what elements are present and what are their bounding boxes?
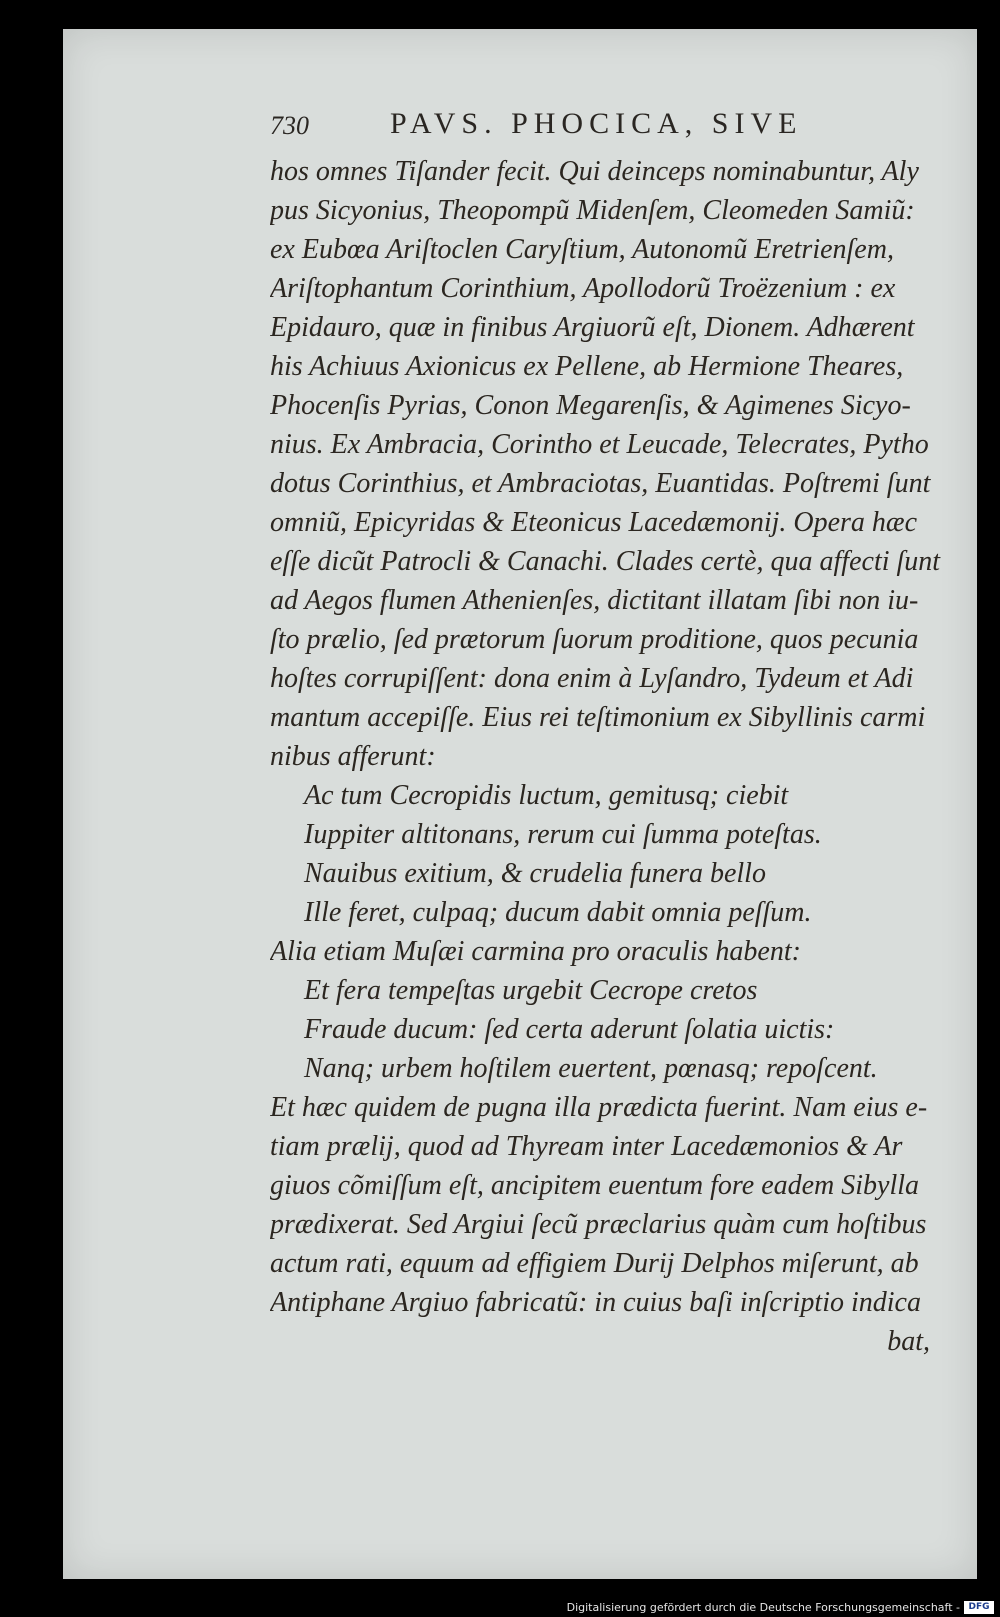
main-text	[270, 152, 960, 1361]
text-line: Alia etiam Muſæi carmina pro oraculis habent:	[270, 936, 801, 967]
text-line: Et hæc quidem de pugna illa prædicta fuerint. Nam eius e-	[270, 1092, 928, 1123]
verse-line: Nanq; urbem hoſtilem euertent, pœnasq; repoſcent.	[304, 1053, 878, 1084]
text-line: prædixerat. Sed Argiui ſecũ præclarius quàm cum hoſtibus	[270, 1209, 927, 1240]
verse-line: Nauibus exitium, & crudelia funera bello	[304, 858, 766, 889]
text-line: pus Sicyonius, Theopompũ Midenſem, Cleomeden Samiũ:	[270, 195, 915, 226]
text-line: mantum accepiſſe. Eius rei teſtimonium ex Sibyllinis carmi	[270, 702, 926, 733]
text-line: ſto prælio, ſed prætorum ſuorum proditione, quos pecunia	[270, 624, 919, 655]
text-line: nibus afferunt:	[270, 741, 436, 772]
footer-credit: Digitalisierung gefördert durch die Deutsche Forschungsgemeinschaft -	[566, 1601, 960, 1614]
text-line: actum rati, equum ad effigiem Durij Delphos miſerunt, ab	[270, 1248, 919, 1279]
text-line: Antiphane Argiuo fabricatũ: in cuius baſi inſcriptio indica	[270, 1287, 921, 1318]
verse-line: Et fera tempeſtas urgebit Cecrope cretos	[304, 975, 758, 1006]
page-header	[270, 107, 890, 149]
verse-line: Iuppiter altitonans, rerum cui ſumma poteſtas.	[304, 819, 822, 850]
text-line: hos omnes Tiſander fecit. Qui deinceps nominabuntur, Aly	[270, 156, 919, 187]
text-line: giuos cõmiſſum eſt, ancipitem euentum fore eadem Sibylla	[270, 1170, 920, 1201]
text-line: omniũ, Epicyridas & Eteonicus Lacedæmonij. Opera hæc	[270, 507, 918, 538]
text-line: ex Eubœa Ariſtoclen Caryſtium, Autonomũ Eretrienſem,	[270, 234, 894, 265]
catchword: bat,	[887, 1326, 930, 1357]
text-line: nius. Ex Ambracia, Corintho et Leucade, Telecrates, Pytho	[270, 429, 929, 460]
verse-line: Ac tum Cecropidis luctum, gemitusq; ciebit	[304, 780, 789, 811]
verse-line: Ille feret, culpaq; ducum dabit omnia peſſum.	[304, 897, 812, 928]
dfg-logo-icon: DFG	[964, 1601, 994, 1614]
text-line: Epidauro, quæ in finibus Argiuorũ eſt, Dionem. Adhærent	[270, 312, 915, 343]
verse-line: Fraude ducum: ſed certa aderunt ſolatia uictis:	[304, 1014, 835, 1045]
text-line: Ariſtophantum Corinthium, Apollodorũ Troëzenium : ex	[270, 273, 896, 304]
text-line: tiam prælij, quod ad Thyream inter Lacedæmonios & Ar	[270, 1131, 903, 1162]
text-line: dotus Corinthius, et Ambraciotas, Euantidas. Poſtremi ſunt	[270, 468, 931, 499]
running-title: PAVS. PHOCICA, SIVE	[390, 107, 803, 140]
text-line: hoſtes corrupiſſent: dona enim à Lyſandro, Tydeum et Adi	[270, 663, 914, 694]
text-line: eſſe dicũt Patrocli & Canachi. Clades certè, qua affecti ſunt	[270, 546, 941, 577]
text-line: Phocenſis Pyrias, Conon Megarenſis, & Agimenes Sicyo-	[270, 390, 911, 421]
page-number: 730	[270, 111, 309, 140]
text-line: his Achiuus Axionicus ex Pellene, ab Hermione Theares,	[270, 351, 904, 382]
text-line: ad Aegos flumen Athenienſes, dictitant illatam ſibi non iu-	[270, 585, 919, 616]
